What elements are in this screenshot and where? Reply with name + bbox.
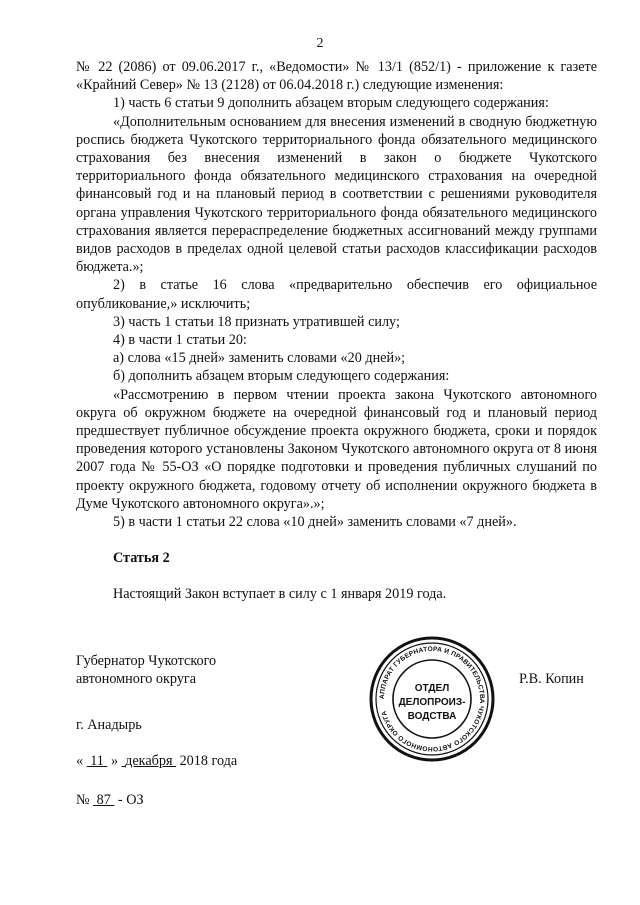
stamp-ring-text: АППАРАТ ГУБЕРНАТОРА И ПРАВИТЕЛЬСТВА ЧУКОТСКОГО АВТОНОМНОГО ОКРУГА xyxy=(378,645,486,753)
paragraph-item-5: 5) в части 1 статьи 22 слова «10 дней» заменить словами «7 дней». xyxy=(113,514,517,531)
signatory-title-line1: Губернатор Чукотского xyxy=(76,653,217,669)
date-day: 11 xyxy=(90,753,104,769)
law-number xyxy=(76,791,144,809)
stamp-graphic xyxy=(367,634,497,764)
signatory-name: Р.В. Копин xyxy=(519,671,584,687)
date-year: 2018 года xyxy=(179,753,238,769)
paragraph-subitem-b: б) дополнить абзацем вторым следующего содержания: xyxy=(113,368,450,385)
stamp-line-1: ОТДЕЛ xyxy=(414,683,450,694)
date-quote-close: » xyxy=(110,753,119,769)
document-body xyxy=(76,58,597,604)
paragraph-item-4: 4) в части 1 статьи 20: xyxy=(113,332,247,349)
office-stamp xyxy=(367,634,497,764)
signatory-title xyxy=(76,652,216,688)
law-number-suffix: - ОЗ xyxy=(117,792,144,808)
paragraph-item-2: 2) в статье 16 слова «предварительно обеспечив его официальное опубликование,» исключить; xyxy=(76,277,597,312)
paragraph-item-3: 3) часть 1 статьи 18 признать утратившей силу; xyxy=(113,313,400,330)
paragraph-effective-date: Настоящий Закон вступает в силу с 1 января 2019 года. xyxy=(113,586,447,603)
article-heading: Статья 2 xyxy=(113,550,170,567)
paragraph-quote-1: «Дополнительным основанием для внесения изменений в сводную бюджетную роспись бюджета Чукотского территориального фонда обязательного медицинского страхования без внесения изменений в закон о бюджете Чукотского территориального фонда обязательного медицинского страхования на очередной финансовый год и на плановый период в соответствии с решениями руководителя органа управления Чукотского территориального фонда обязательного медицинского страхования является перераспределение бюджетных ассигнований между группами видов расходов в пределах одной целевой статьи расходов классификации расходов бюджета.»; xyxy=(76,113,597,276)
law-number-value: 87 xyxy=(96,792,111,808)
signatory-title-line2: автономного округа xyxy=(76,671,197,688)
date-quote-open: « xyxy=(76,753,84,769)
paragraph-intro: № 22 (2086) от 09.06.2017 г., «Ведомости» № 13/1 (852/1) - приложение к газете «Крайний Север» № 13 (2128) от 06.04.2018 г.) следующие изменения: xyxy=(76,59,597,94)
paragraph-item-1: 1) часть 6 статьи 9 дополнить абзацем вторым следующего содержания: xyxy=(113,95,549,112)
paragraph-subitem-a: а) слова «15 дней» заменить словами «20 дней»; xyxy=(113,350,406,367)
date-month: декабря xyxy=(125,753,173,769)
paragraph-quote-2: «Рассмотрению в первом чтении проекта закона Чукотского автономного округа об окружном бюджете на очередной финансовый год и плановый период предшествует публичное обсуждение проекта окружного бюджета, сроки и порядок проведения которого установлены Законом Чукотского автономного округа от 8 июня 2007 года № 55-ОЗ «О порядке подготовки и проведения публичных слушаний по проекту окружного бюджета, годовому отчету об исполнении окружного бюджета в Думе Чукотского автономного округа».»; xyxy=(76,386,597,512)
law-number-prefix: № xyxy=(76,792,90,808)
stamp-line-2: ДЕЛОПРОИЗ- xyxy=(398,697,466,708)
city: г. Анадырь xyxy=(76,717,142,733)
stamp-line-3: ВОДСТВА xyxy=(407,711,457,722)
page-number: 2 xyxy=(316,36,324,51)
signing-date xyxy=(76,752,237,770)
